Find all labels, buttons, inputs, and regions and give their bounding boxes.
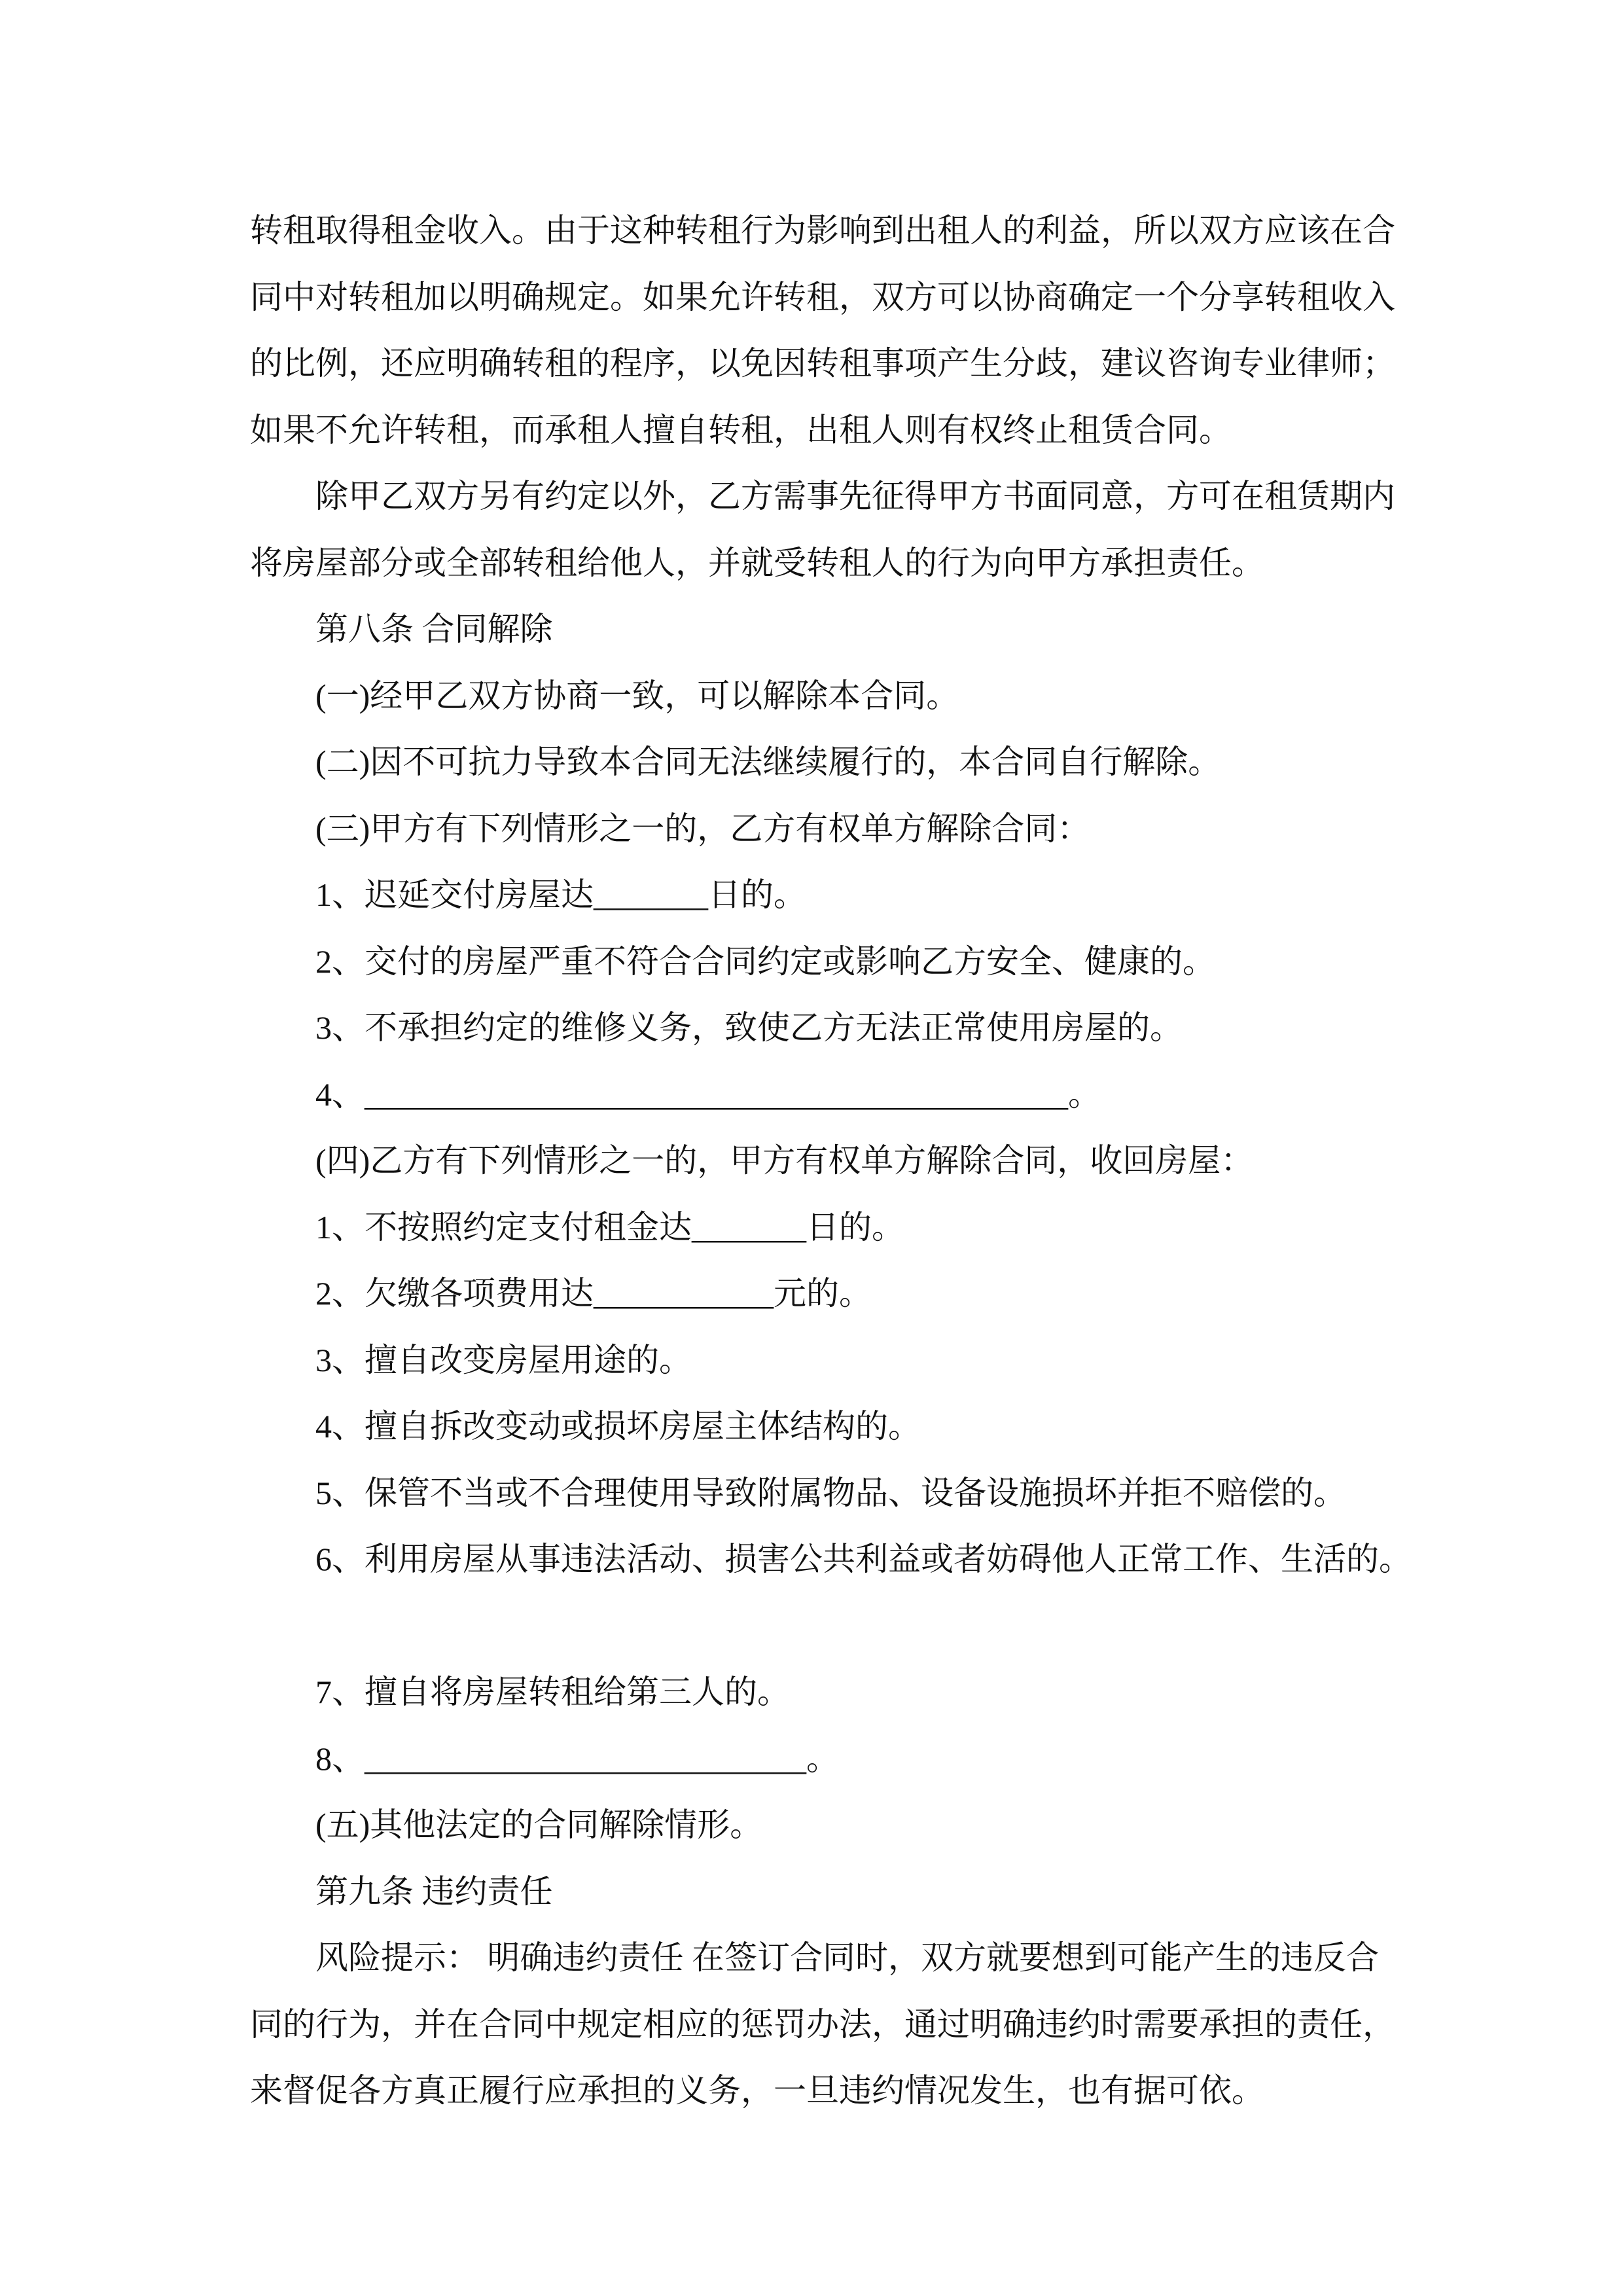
list-item: 2、交付的房屋严重不符合合同约定或影响乙方安全、健康的。 [315,942,1215,980]
list-item: 4、擅自拆改变动或损坏房屋主体结构的。 [315,1408,921,1444]
article-9-heading: 第九条 违约责任 [315,1873,553,1910]
clause-item: (五)其他法定的合同解除情形。 [315,1806,763,1843]
document-body [250,198,1428,2125]
risk-note-line: 风险提示： 明确违约责任 在签订合同时，双方就要想到可能产生的违反合 [315,1939,1379,1976]
blank-line [250,1593,1428,1660]
paragraph-line: 除甲乙双方另有约定以外，乙方需事先征得甲方书面同意，方可在租赁期内 [315,478,1395,514]
list-item: 1、迟延交付房屋达_______日的。 [315,876,806,913]
list-item: 5、保管不当或不合理使用导致附属物品、设备设施损坏并拒不赔偿的。 [315,1474,1346,1511]
clause-item: (四)乙方有下列情形之一的，甲方有权单方解除合同，收回房屋： [315,1142,1254,1179]
risk-note-line: 来督促各方真正履行应承担的义务，一旦违约情况发生，也有据可依。 [250,2072,1264,2109]
list-item: 3、不承担约定的维修义务，致使乙方无法正常使用房屋的。 [315,1009,1183,1046]
list-item: 4、___________________________________________。 [315,1075,1101,1113]
clause-item: (一)经甲乙双方协商一致，可以解除本合同。 [315,677,959,714]
paragraph-line: 转租取得租金收入。由于这种转租行为影响到出租人的利益，所以双方应该在合 [250,212,1395,249]
paragraph-line: 同中对转租加以明确规定。如果允许转租，双方可以协商确定一个分享转租收入 [250,278,1395,315]
list-item: 2、欠缴各项费用达___________元的。 [315,1275,872,1312]
article-8-heading: 第八条 合同解除 [315,611,553,647]
list-item: 6、利用房屋从事违法活动、损害公共利益或者妨碍他人正常工作、生活的。 [315,1541,1412,1577]
risk-note-line: 同的行为，并在合同中规定相应的惩罚办法，通过明确违约时需要承担的责任， [250,2005,1395,2043]
clause-item: (二)因不可抗力导致本合同无法继续履行的，本合同自行解除。 [315,744,1221,780]
clause-item: (三)甲方有下列情形之一的，乙方有权单方解除合同： [315,810,1090,847]
list-item: 1、不按照约定支付租金达_______日的。 [315,1208,904,1246]
paragraph-line: 的比例，还应明确转租的程序，以免因转租事项产生分歧，建议咨询专业律师； [250,345,1395,382]
list-item: 7、擅自将房屋转租给第三人的。 [315,1674,790,1710]
list-item: 8、___________________________。 [315,1740,839,1777]
paragraph-line: 将房屋部分或全部转租给他人，并就受转租人的行为向甲方承担责任。 [250,544,1264,581]
list-item: 3、擅自改变房屋用途的。 [315,1341,692,1378]
paragraph-line: 如果不允许转租，而承租人擅自转租，出租人则有权终止租赁合同。 [250,411,1232,448]
